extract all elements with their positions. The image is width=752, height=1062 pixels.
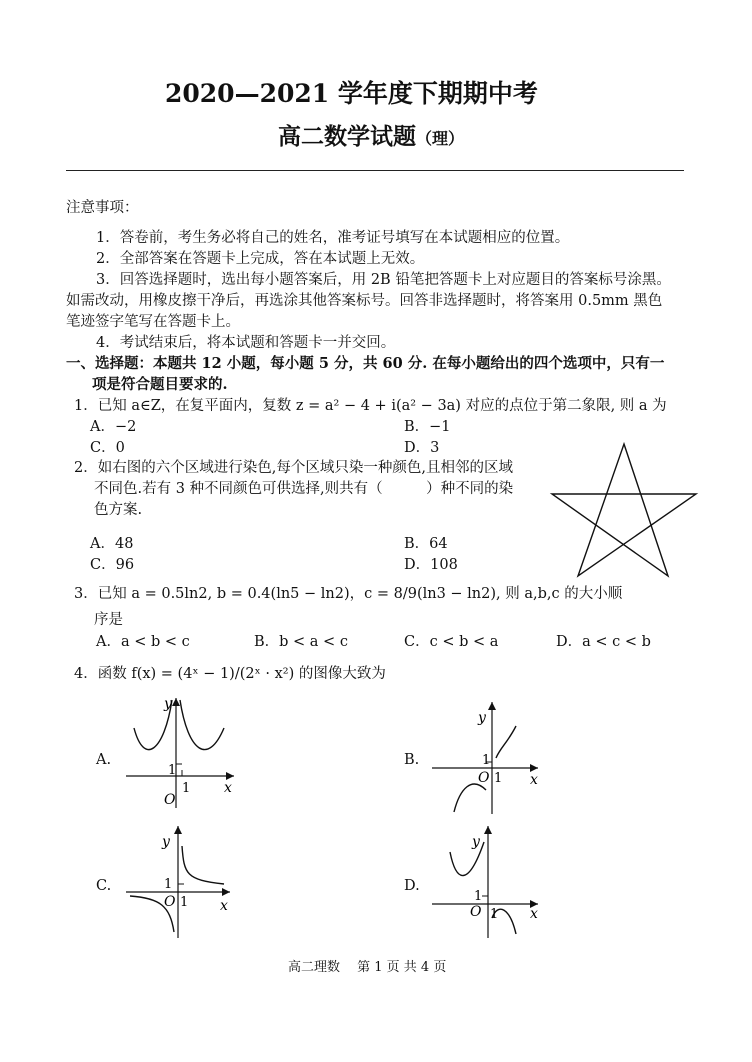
graph-b-origin: O <box>478 770 490 786</box>
graph-b <box>428 698 548 818</box>
notice-1: 1．答卷前，考生务必将自己的姓名，准考证号填写在本试题相应的位置。 <box>96 230 570 246</box>
q4-label-c: C. <box>96 878 112 894</box>
graph-a-x-label: x <box>224 780 232 796</box>
q2-line3: 色方案. <box>94 502 143 518</box>
q3-option-a: A．a < b < c <box>96 634 190 650</box>
q1-stem: 1．已知 a∈Z，在复平面内，复数 z = a² − 4 + i(a² − 3a) 对应的点位于第二象限, 则 a 为 <box>74 398 667 414</box>
section-heading: 一、选择题：本题共 12 小题，每小题 5 分，共 60 分. 在每小题给出的四个选项中，只有一 <box>66 355 665 372</box>
q1-option-b: B．−1 <box>404 419 451 435</box>
q3-option-c: C．c < b < a <box>404 634 499 650</box>
exam-subtitle <box>278 118 464 151</box>
graph-c <box>120 822 240 942</box>
graph-c-one-x: 1 <box>180 895 189 910</box>
notice-3: 3．回答选择题时，选出每小题答案后，用 2B 铅笔把答题卡上对应题目的答案标号涂黑。 <box>96 272 671 288</box>
q4-label-a: A. <box>96 752 112 768</box>
q3-option-d: D．a < c < b <box>556 634 651 650</box>
title-rule <box>66 170 684 171</box>
graph-d-one-y: 1 <box>474 889 483 904</box>
graph-d <box>428 822 548 942</box>
q2-option-b: B．64 <box>404 536 448 552</box>
graph-d-y-label: y <box>472 834 480 850</box>
q2-line2: 不同色.若有 3 种不同颜色可供选择,则共有（ ）种不同的染 <box>94 481 514 497</box>
notice-3-cont1: 如需改动，用橡皮擦干净后，再选涂其他答案标号。回答非选择题时，将答案用 0.5mm 黑色 <box>66 293 663 309</box>
notice-3-cont2: 笔迹签字笔写在答题卡上。 <box>66 314 240 330</box>
graph-c-origin: O <box>164 894 176 910</box>
graph-d-one-x: 1 <box>490 907 499 922</box>
q2-option-c: C．96 <box>90 557 135 573</box>
q1-option-c: C．0 <box>90 440 125 456</box>
section-heading-cont: 项是符合题目要求的. <box>92 376 228 393</box>
graph-b-y-label: y <box>478 710 486 726</box>
q3-stem: 3．已知 a = 0.5ln2, b = 0.4(ln5 − ln2)，c = 8/9(ln3 − ln2), 则 a,b,c 的大小顺 <box>74 586 623 602</box>
graph-b-x-label: x <box>530 772 538 788</box>
q2-option-d: D．108 <box>404 557 458 573</box>
notice-2: 2．全部答案在答题卡上完成，答在本试题上无效。 <box>96 251 425 267</box>
graph-a-one-y: 1 <box>168 763 177 778</box>
graph-c-x-label: x <box>220 898 228 914</box>
graph-c-one-y: 1 <box>164 877 173 892</box>
exam-title: 2020—2021 学年度下期期中考 <box>165 79 538 108</box>
q1-option-d: D．3 <box>404 440 440 456</box>
graph-a <box>120 692 240 812</box>
page-footer: 高二理数 第 1 页 共 4 页 <box>288 960 447 975</box>
graph-a-one-x: 1 <box>182 781 191 796</box>
graph-a-origin: O <box>164 792 176 808</box>
q4-label-d: D. <box>404 878 420 894</box>
notice-heading: 注意事项： <box>66 200 139 216</box>
q2-option-a: A．48 <box>90 536 134 552</box>
subtitle-main: 高二数学试题 <box>278 123 416 150</box>
q3-line2: 序是 <box>94 612 123 628</box>
graph-b-one-x: 1 <box>494 771 503 786</box>
graph-d-x-label: x <box>530 906 538 922</box>
q3-option-b: B．b < a < c <box>254 634 348 650</box>
subtitle-note: （理） <box>416 129 465 148</box>
q4-stem: 4．函数 f(x) = (4ˣ − 1)/(2ˣ · x²) 的图像大致为 <box>74 666 386 682</box>
graph-a-y-label: y <box>164 696 172 712</box>
q2-line1: 2．如右图的六个区域进行染色,每个区域只染一种颜色,且相邻的区域 <box>74 460 513 476</box>
graph-c-y-label: y <box>162 834 170 850</box>
star-figure <box>548 440 704 582</box>
q4-label-b: B. <box>404 752 420 768</box>
notice-4: 4．考试结束后，将本试题和答题卡一并交回。 <box>96 335 396 351</box>
graph-b-one-y: 1 <box>482 753 491 768</box>
graph-d-origin: O <box>470 904 482 920</box>
q1-option-a: A．−2 <box>90 419 137 435</box>
